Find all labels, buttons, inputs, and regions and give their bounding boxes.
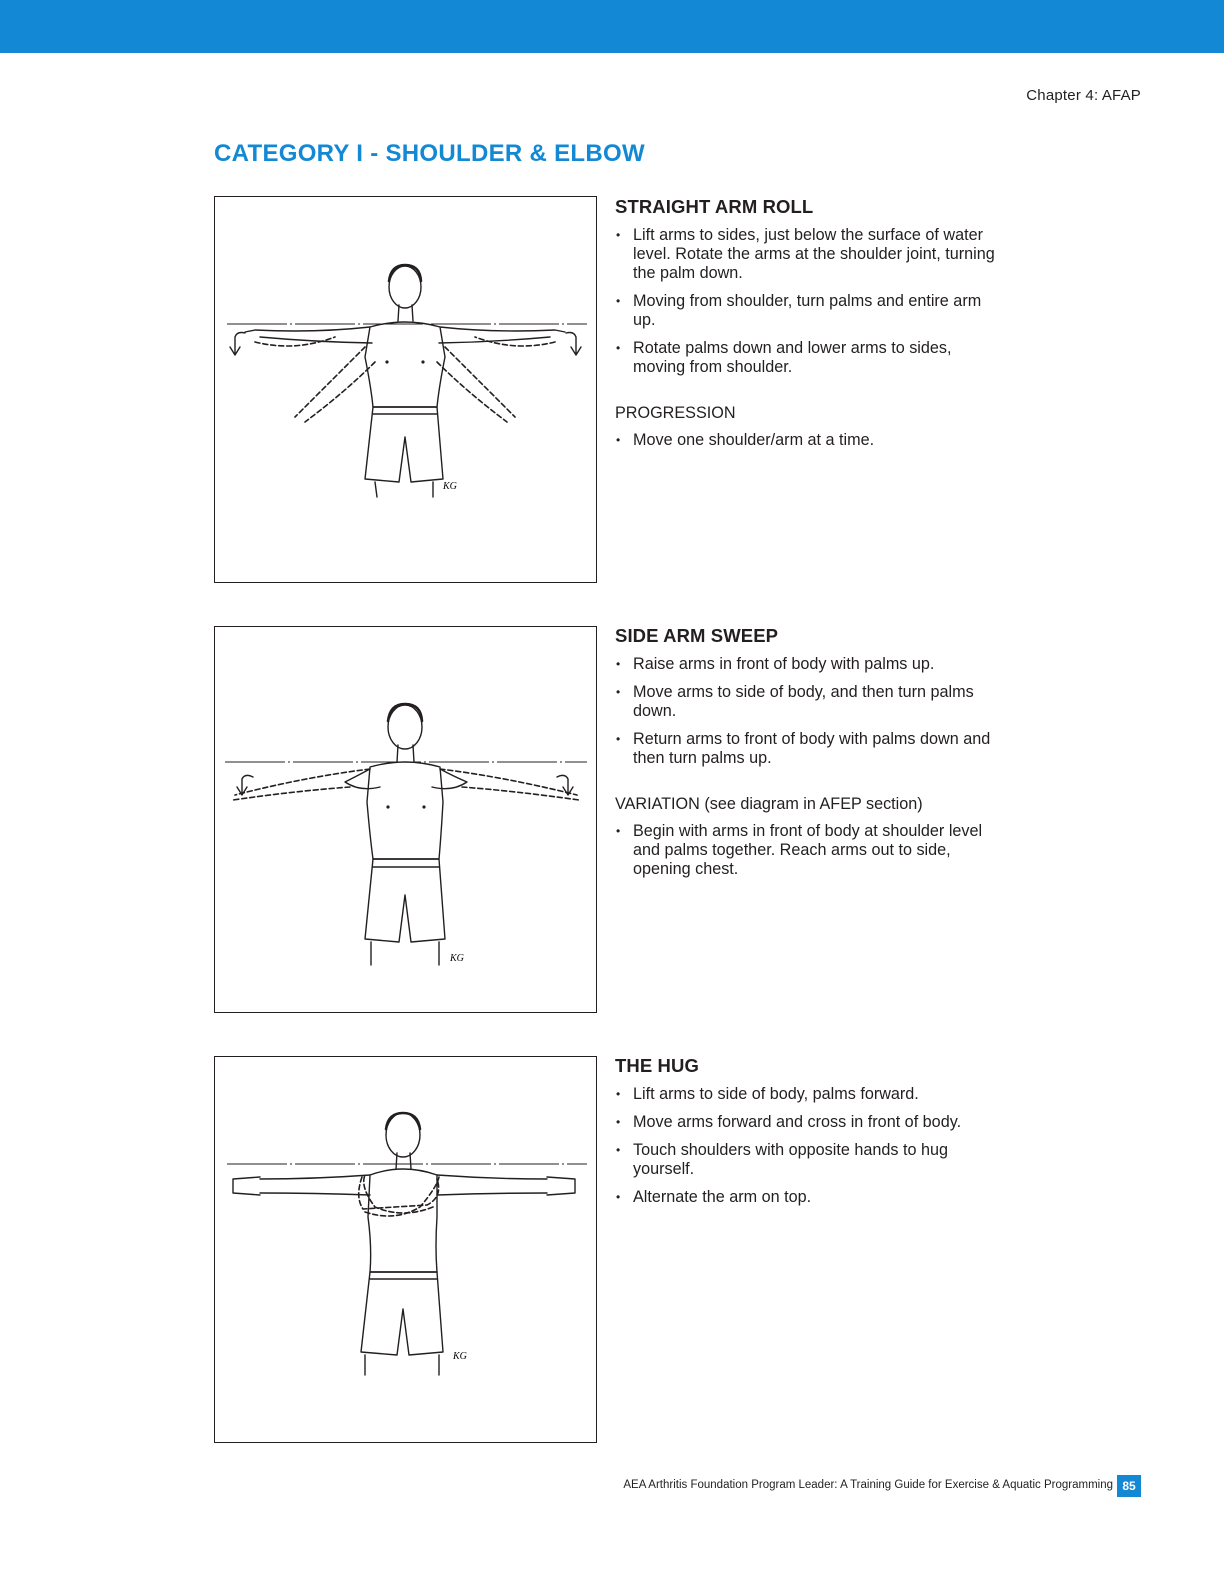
- side-arm-sweep-illustration: [215, 627, 596, 1012]
- progression-heading: PROGRESSION: [615, 404, 736, 422]
- figure-straight-arm-roll: [214, 196, 597, 583]
- footer-text: AEA Arthritis Foundation Program Leader: A Training Guide for Exercise & Aquatic Programming: [623, 1479, 1113, 1491]
- figure-the-hug: [214, 1056, 597, 1443]
- figure-side-arm-sweep: [214, 626, 597, 1013]
- instruction-item: • Touch shoulders with opposite hands to hug yourself.: [615, 1141, 1000, 1179]
- progression-item: • Move one shoulder/arm at a time.: [615, 431, 1000, 450]
- progression-list: [615, 431, 1000, 450]
- svg-text:KG: KG: [443, 481, 457, 492]
- variation-heading: VARIATION (see diagram in AFEP section): [615, 795, 923, 813]
- instruction-list: [615, 1085, 1000, 1207]
- instruction-item: • Rotate palms down and lower arms to sides, moving from shoulder.: [615, 339, 1000, 377]
- instruction-item: • Lift arms to sides, just below the surface of water level. Rotate the arms at the shoulder joint, turning the palm down.: [615, 226, 1000, 283]
- instruction-item: • Move arms to side of body, and then turn palms down.: [615, 683, 1000, 721]
- instruction-item: • Moving from shoulder, turn palms and entire arm up.: [615, 292, 1000, 330]
- exercise-straight-arm-roll: [615, 196, 1000, 459]
- instruction-item: • Move arms forward and cross in front of body.: [615, 1113, 1000, 1132]
- svg-text:KG: KG: [450, 953, 464, 964]
- instruction-item: • Alternate the arm on top.: [615, 1188, 1000, 1207]
- category-title: CATEGORY I - SHOULDER & ELBOW: [214, 140, 645, 167]
- instruction-list: [615, 655, 1000, 768]
- chapter-label: Chapter 4: AFAP: [1026, 87, 1141, 104]
- instruction-item: • Raise arms in front of body with palms up.: [615, 655, 1000, 674]
- variation-item: • Begin with arms in front of body at shoulder level and palms together. Reach arms out to side, opening chest.: [615, 822, 1000, 879]
- exercise-the-hug: [615, 1055, 1000, 1216]
- the-hug-illustration: [215, 1057, 596, 1442]
- exercise-title: SIDE ARM SWEEP: [615, 625, 779, 646]
- exercise-title: THE HUG: [615, 1055, 699, 1076]
- variation-list: [615, 822, 1000, 879]
- exercise-title: STRAIGHT ARM ROLL: [615, 196, 814, 217]
- instruction-item: • Lift arms to side of body, palms forward.: [615, 1085, 1000, 1104]
- header-bar: [0, 0, 1224, 53]
- exercise-side-arm-sweep: [615, 625, 1000, 888]
- svg-text:KG: KG: [453, 1351, 467, 1362]
- instruction-list: [615, 226, 1000, 377]
- page-number: 85: [1117, 1475, 1141, 1497]
- instruction-item: • Return arms to front of body with palms down and then turn palms up.: [615, 730, 1000, 768]
- straight-arm-roll-illustration: [215, 197, 596, 582]
